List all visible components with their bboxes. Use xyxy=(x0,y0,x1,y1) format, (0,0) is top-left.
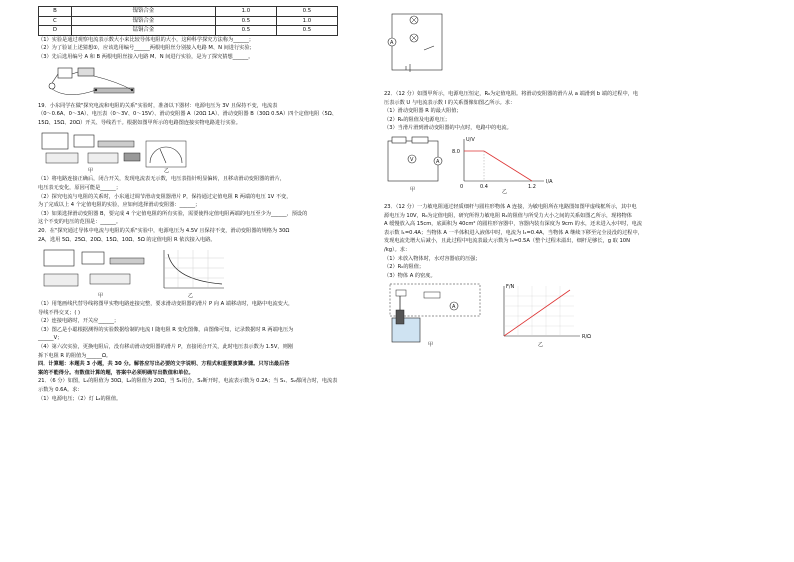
table-row: C 镍铬合金 0.5 1.0 xyxy=(39,16,338,26)
table-row: B 镍铬合金 1.0 0.5 xyxy=(39,7,338,17)
q20-caption-a: 甲 xyxy=(98,293,104,300)
q19-line: （0～0.6A、0～3A）、电压表（0～3V、0～15V）、滑动变阻器 A（20Ω 1A）、滑动变阻器 B（30Ω 0.5A）四个定值电阻（5Ω、 xyxy=(38,111,337,118)
q22-line: （1）滑动变阻器 R 的最大阻值； xyxy=(384,108,462,115)
q22-graph-x-tick: 0.4 xyxy=(480,183,488,190)
q23-line: /kg）。求： xyxy=(384,246,411,253)
q19-line: 15Ω、15Ω、20Ω）开关、导线若干。根据如图甲所示的电路图连接实物电路进行实验。 xyxy=(38,119,241,126)
q20-part: （1）用笔画线代替导线将图甲实物电路连接完整，要求滑动变阻器的滑片 P 向 A 端移动时，电路中电流变大， xyxy=(38,301,294,308)
q22-figure-drawing xyxy=(384,133,584,195)
q21-line: （1）电源电压；（2）灯 L₂的阻值。 xyxy=(38,395,122,402)
q19-part: 为了完成以上 4 个定值电阻的实验，应如何选择滑动变阻器：______； xyxy=(38,202,201,209)
q19-part: （2）探究电流与电阻的关系时，小东通过调节滑动变阻器滑片 P，保持通过定值电阻 R 两端的电压 1V 不变， xyxy=(38,193,292,200)
q19-caption-a: 甲 xyxy=(88,168,94,175)
calc-section-header: 四．计算题：本题共 3 小题，共 30 分。解答应写出必要的文字说明、方程式和重要演算步骤。只写出最后答 xyxy=(38,361,290,368)
q18-line: （1）实验是通过观察电流表示数大小来比较导体电阻的大小，这种科学探究方法称为______； xyxy=(38,36,254,43)
svg-text:A: A xyxy=(452,304,456,311)
q23-line: （2）R₀的阻值； xyxy=(384,264,425,271)
table-row: D 锰铜合金 0.5 0.5 xyxy=(39,26,338,36)
q22-caption-a: 甲 xyxy=(410,186,416,193)
q20-circuit-drawing xyxy=(38,244,258,300)
material-table xyxy=(38,6,338,36)
q23-line: 表示数 I₁=0.4A；当物体 A 一半体积进入液体中时，电流为 I₂=0.4A，当物体 A 继续下移至完全浸没的过程中， xyxy=(384,229,643,236)
q20-part: （3）图乙是小聪根据测得的实验数据绘制的电流 I 随电阻 R 变化图像，由图像可知，记录数据时 R 两端电压为 xyxy=(38,326,294,333)
q19-part: （1）将电路连接正确后，闭合开关，发现电流表无示数，电压表指针明显偏转，且移动滑动变阻器的滑片， xyxy=(38,176,286,183)
q20-figure xyxy=(38,244,378,300)
q22-line: （3）当滑片滑到滑动变阻器的中点时，电路中的电流。 xyxy=(384,125,512,132)
q22-caption-b: 乙 xyxy=(502,188,508,195)
q23-line: A 缓慢放入高 15cm，底面积为 40cm² 的圆柱形容器中，容器内装有深度为 9cm 的水，还未进入水中时，电流 xyxy=(384,221,643,228)
q20-caption-b: 乙 xyxy=(188,293,194,300)
svg-text:A: A xyxy=(436,158,440,165)
q23-line: 23．（12 分）一力敏电阻通过轻质细杆与圆柱形物体 A 连接，为敏电阻所在电路图如图甲虚线框所示，其中电 xyxy=(384,203,637,210)
svg-text:V: V xyxy=(410,156,414,163)
q23-line: 源电压为 10V，R₀为定值电阻，研究所得力敏电阻 R₁的阻值与所受力大小之间的关系如图乙所示，现将物体 xyxy=(384,212,632,219)
q20-part: （4）第六次实验，更换电阻后，没有移动滑动变阻器的滑片 P，直接闭合开关，此时电压表示数为 1.5V，则刚 xyxy=(38,344,293,351)
q21-line: 示数为 0.6A。求： xyxy=(38,387,83,394)
q19-part: 这个不变的电压的范围是：______。 xyxy=(38,219,122,226)
q20-line: 2A，选用 5Ω、25Ω、20Ω、15Ω、10Ω、5Ω 的定值电阻 R 依次接入电路。 xyxy=(38,236,216,243)
q23-line: （1）未放入物体时，水对容器底的压强； xyxy=(384,255,481,262)
q20-part: 拆下电阻 R 的阻值为______Ω。 xyxy=(38,352,112,359)
calc-section-header: 案的不能得分。有数值计算的题，答案中必须明确写出数值和单位。 xyxy=(38,369,194,376)
left-column xyxy=(38,0,378,403)
q21-circuit xyxy=(384,0,784,90)
q19-part: 电压表无变化，原因可能是______； xyxy=(38,184,122,191)
q19-caption-b: 乙 xyxy=(164,168,170,175)
q23-figure xyxy=(384,280,784,350)
q21-circuit-drawing xyxy=(384,10,464,90)
q20-line: 20．在"探究通过导体中电流与电阻的关系"实验中，电源电压为 4.5V 且保持不变，滑动变阻器的规格为 30Ω xyxy=(38,227,290,234)
q23-graph-y-label: F/N xyxy=(506,284,515,291)
q20-part: （2）连接电路时，开关应______； xyxy=(38,318,120,325)
q23-line: 发现电流先增大后减小，且此过程中电流表最大示数为 I₃=0.5A（整个过程未溢出，细杆足够长，g 取 10N xyxy=(384,238,630,245)
q23-caption-a: 甲 xyxy=(428,342,434,349)
q20-part: 导线不得交叉；( ) xyxy=(38,309,81,316)
q18-apparatus-drawing xyxy=(38,62,158,102)
q23-figure-drawing xyxy=(384,280,604,350)
q19-line: 19．小东同学在做"探究电流和电阻的关系"实验时，准备以下器材：电源电压为 3V 且保持不变，电流表 xyxy=(38,102,278,109)
right-column xyxy=(384,0,784,350)
q22-graph-y-label: U/V xyxy=(466,136,475,143)
q19-part: （3）如果选择滑动变阻器 B，要完成 4 个定值电阻的所有实验，需要使得定值电阻两端的电压至少为______，预设的 xyxy=(38,210,308,217)
q18-line: （3）先后选用编号 A 和 B 两根电阻丝接入电路 M、N 间进行实验，是为了探究猜想______。 xyxy=(38,53,254,60)
q18-line: （2）为了验证上述猜想①，应该选用编号______两根电阻丝分别接入电路 M、N 间进行实验； xyxy=(38,45,255,52)
q21-line: 21．（6 分）如图，L₁的阻值为 30Ω，L₂的阻值为 20Ω，当 S₁闭合，S₂断开时，电流表示数为 0.2A；当 S₁、S₂都闭合时，电流表 xyxy=(38,378,338,385)
q22-line: （2）R₀的阻值及电源电压； xyxy=(384,116,451,123)
q19-circuit-drawing xyxy=(38,127,238,175)
svg-text:A: A xyxy=(390,40,394,46)
q22-graph-x-label: I/A xyxy=(546,178,553,185)
q20-part: ______V； xyxy=(38,335,63,342)
q23-line: （3）物体 A 的密度。 xyxy=(384,272,436,279)
q22-graph-x-tick: 1.2 xyxy=(528,183,536,190)
q23-caption-b: 乙 xyxy=(538,342,544,349)
q22-line: 压表示数 U 与电流表示数 I 的关系图像如图乙所示。求： xyxy=(384,99,516,106)
q22-graph-x-tick: 0 xyxy=(460,183,464,190)
q19-figure xyxy=(38,127,378,175)
q22-line: 22．（12 分）如图甲所示，电源电压恒定，R₀为定值电阻。将滑动变阻器的滑片从 a 端滑到 b 端的过程中，电 xyxy=(384,91,639,97)
q22-graph-y-tick: 8.0 xyxy=(452,148,460,155)
q22-figure xyxy=(384,133,784,195)
q18-figure xyxy=(38,62,378,102)
q23-graph-x-label: R/Ω xyxy=(582,334,591,341)
